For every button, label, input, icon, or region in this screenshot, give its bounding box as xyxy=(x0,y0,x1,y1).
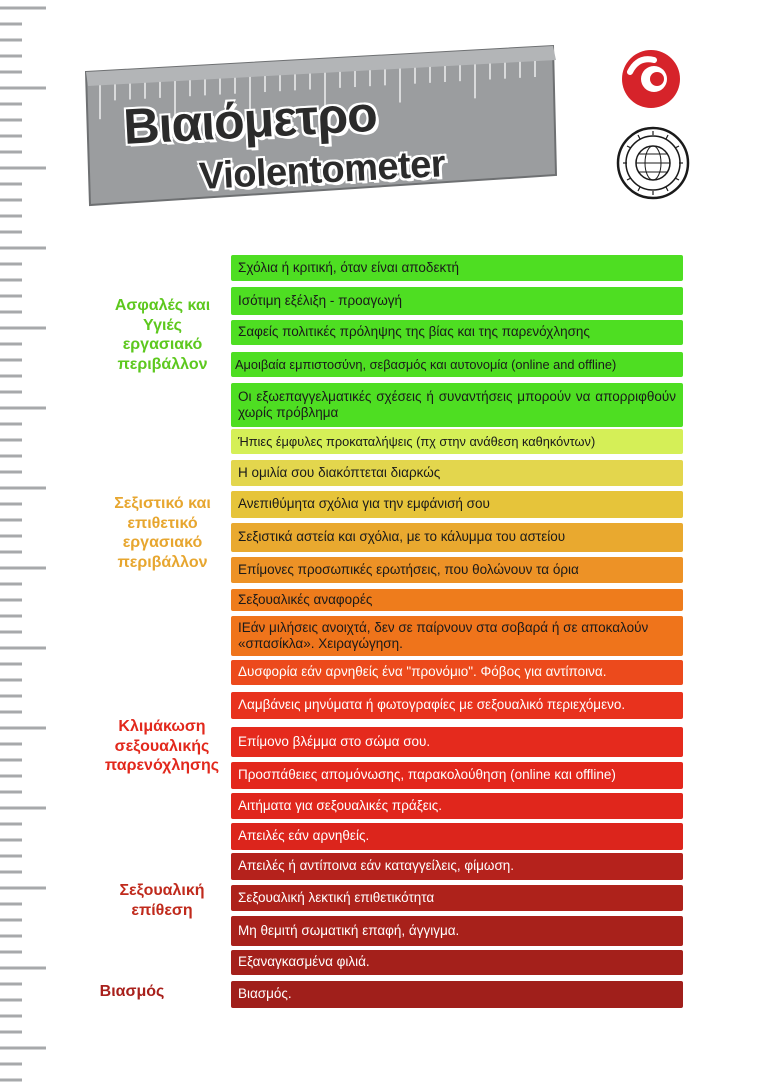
scale-item-text: Σεξιστικά αστεία και σχόλια, με το κάλυμμα του αστείου xyxy=(238,529,566,545)
scale-item xyxy=(231,383,683,427)
scale-item xyxy=(231,352,683,377)
scale-item-text: Βιασμός. xyxy=(238,986,292,1002)
scale-item xyxy=(231,523,683,552)
scale-item xyxy=(231,793,683,819)
scale-item-text: Σχόλια ή κριτική, όταν είναι αποδεκτή xyxy=(238,259,460,275)
scale-item-text: Απειλές εάν αρνηθείς. xyxy=(238,828,370,844)
scale-item xyxy=(231,823,683,850)
category-label-safe: Ασφαλές και Υγιές εργασιακό περιβάλλον xyxy=(114,297,211,373)
scale-item xyxy=(231,853,683,880)
scale-item-text: Σεξουαλικές αναφορές xyxy=(238,591,373,607)
category-label-sexist: Σεξιστικό και επιθετικό εργασιακό περιβάλλον xyxy=(114,495,211,571)
scale-item-text: Ανεπιθύμητα σχόλια για την εμφάνισή σου xyxy=(238,496,490,512)
scale-item xyxy=(231,762,683,789)
gsee-seal-icon xyxy=(616,126,690,200)
scale-item xyxy=(231,885,683,911)
scale-item xyxy=(231,589,683,611)
scale-item xyxy=(231,557,683,583)
scale-item xyxy=(231,491,683,518)
scale-item-text: Λαμβάνεις μηνύματα ή φωτογραφίες με σεξουαλικό περιεχόμενο. xyxy=(238,697,626,713)
scale-item xyxy=(231,429,683,454)
scale-item xyxy=(231,320,683,345)
red-circle-logo-icon xyxy=(620,48,682,110)
scale-item-text: Εξαναγκασμένα φιλιά. xyxy=(238,954,370,970)
header-ruler-graphic xyxy=(0,0,768,240)
title-greek: Βιαιόμετρο xyxy=(122,85,378,155)
scale-item-text: Δυσφορία εάν αρνηθείς ένα "προνόμιο". Φόβος για αντίποινα. xyxy=(238,664,607,680)
scale-item xyxy=(231,287,683,315)
scale-item xyxy=(231,616,683,656)
scale-item-text: Οι εξωεπαγγελματικές σχέσεις ή συναντήσεις μπορούν να απορριφθούν χωρίς πρόβλημα xyxy=(238,388,676,420)
scale-item-text: Η ομιλία σου διακόπτεται διαρκώς xyxy=(238,464,441,480)
scale-item xyxy=(231,255,683,281)
scale-item xyxy=(231,950,683,975)
scale-item-text: Αμοιβαία εμπιστοσύνη, σεβασμός και αυτονομία (online and offline) xyxy=(235,356,617,372)
scale-item xyxy=(231,916,683,946)
scale-item xyxy=(231,692,683,719)
scale-item-text: Προσπάθειες απομόνωσης, παρακολούθηση (online και offline) xyxy=(238,767,616,783)
scale-item-text: Σαφείς πολιτικές πρόληψης της βίας και της παρενόχλησης xyxy=(238,324,590,340)
scale-item-text: ΙΕάν μιλήσεις ανοιχτά, δεν σε παίρνουν στα σοβαρά ή σε αποκαλούν «σπασίκλα». Χειραγώγηση. xyxy=(238,619,649,651)
title-english: Violentometer xyxy=(198,143,447,198)
scale-item-text: Αιτήματα για σεξουαλικές πράξεις. xyxy=(238,797,443,813)
scale-item-text: Σεξουαλική λεκτική επιθετικότητα xyxy=(238,889,435,905)
scale-item-text: Επίμονο βλέμμα στο σώμα σου. xyxy=(238,733,431,749)
scale-item-text: Ισότιμη εξέλιξη - προαγωγή xyxy=(238,292,403,308)
scale-item xyxy=(231,981,683,1008)
scale-item-text: Μη θεμιτή σωματική επαφή, άγγιγμα. xyxy=(238,922,460,938)
scale-item-text: Απειλές ή αντίποινα εάν καταγγείλεις, φίμωση. xyxy=(238,858,515,874)
scale-item xyxy=(231,460,683,486)
scale-item-text: Ήπιες έμφυλες προκαταλήψεις (πχ στην ανάθεση καθηκόντων) xyxy=(238,433,596,449)
category-label-escalation: Κλιμάκωση σεξουαλικής παρενόχλησης xyxy=(104,718,220,775)
category-label-assault: Σεξουαλική επίθεση xyxy=(119,882,205,919)
scale-item-text: Επίμονες προσωπικές ερωτήσεις, που θολώνουν τα όρια xyxy=(238,561,579,577)
scale-item xyxy=(231,727,683,757)
category-label-rape: Βιασμός xyxy=(99,983,165,1000)
scale-item xyxy=(231,660,683,685)
